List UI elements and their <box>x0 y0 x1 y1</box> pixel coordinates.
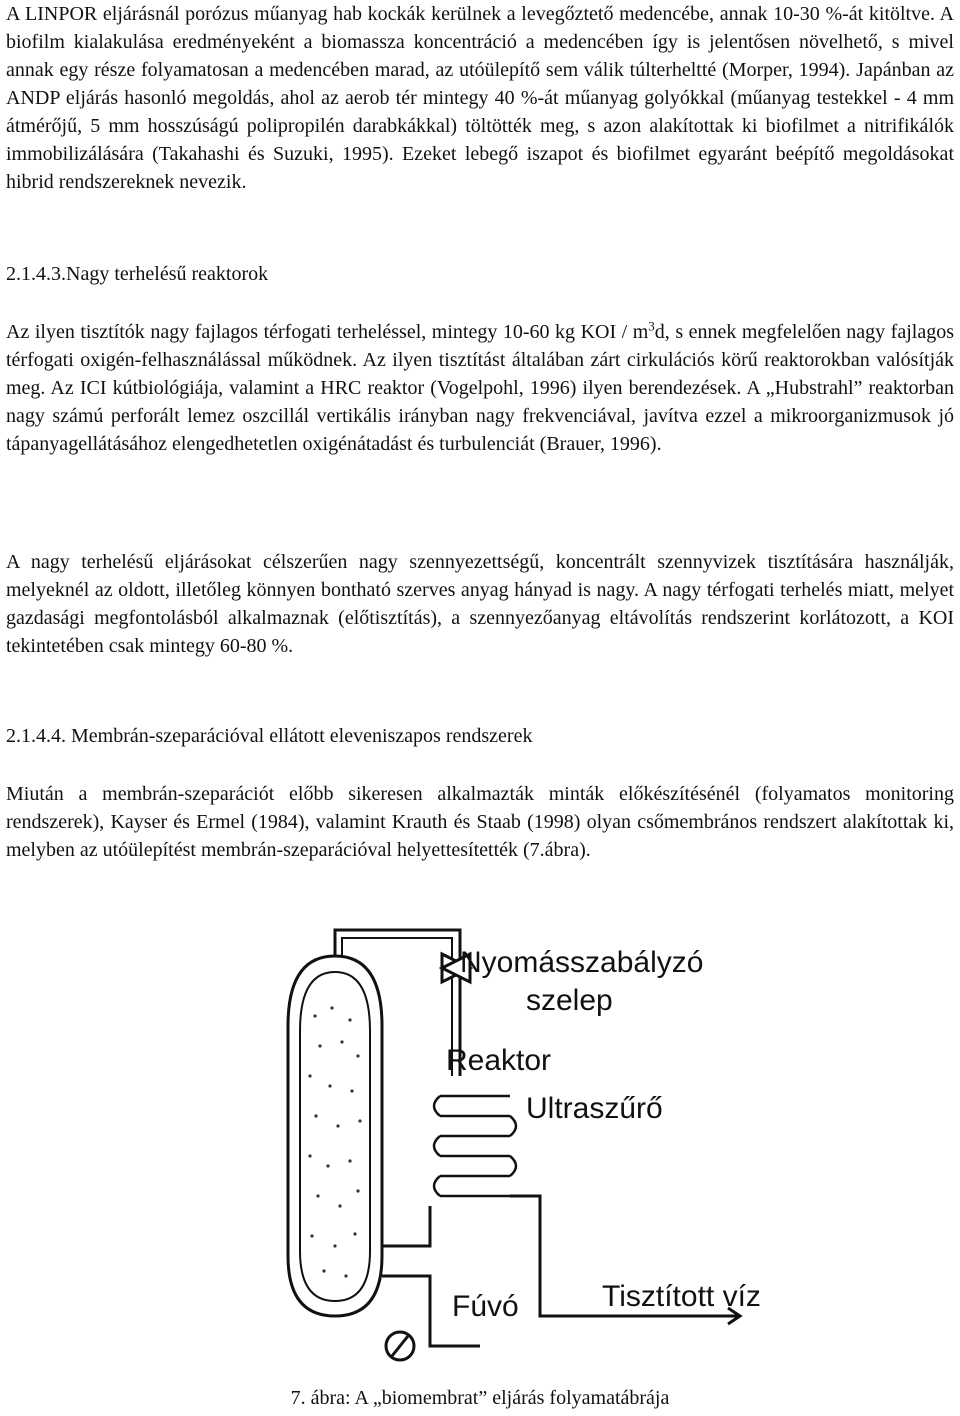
blower-icon <box>386 1332 414 1360</box>
paragraph-high-load-usage: A nagy terhelésű eljárásokat célszerűen nagy szennyezettségű, koncentrált szennyvizek tisztítására használják, melyeknél az oldott, illetőleg könnyen bontható szerves anyag hányad is nagy. A nagy térfogati terhelés miatt, melyet gazdasági megfontolásból alkalmaznak (előtisztítás), a szennyezőanyag eltávolítás rendszerint korlátozott, a KOI tekintetében csak mintegy 60-80 %. <box>6 551 954 657</box>
ultrafilter-module <box>434 1096 516 1196</box>
diagram-svg <box>280 916 960 1384</box>
superscript: 3 <box>648 318 655 334</box>
figure-caption: 7. ábra: A „biomembrat” eljárás folyamatábrája <box>290 1387 670 1409</box>
paragraph-text: Az ilyen tisztítók nagy fajlagos térfogati terheléssel, mintegy 10-60 kg KOI / m <box>6 321 649 343</box>
reactor-biomass-dots <box>308 1006 361 1277</box>
paragraph-membrane: Miután a membrán-szeparációt előbb sikeresen alkalmazták minták előkészítésénél (folyamatos monitoring rendszerek), Kayser és Ermel (1984), valamint Krauth és Staab (1998) olyan csőmembrános rendszert alakítottak ki, melyben az utóülepítést membrán-szeparációval helyettesítették (7.ábra). <box>6 783 954 861</box>
valve-label-line2: szelep <box>526 984 613 1017</box>
reactor-vessel <box>288 956 382 1316</box>
ultrafilter-label: Ultraszűrő <box>526 1092 663 1125</box>
process-flow-diagram <box>280 916 960 1386</box>
reactor-label: Reaktor <box>446 1044 552 1077</box>
section-heading-high-load-reactors: 2.1.4.3.Nagy terhelésű reaktorok <box>6 263 269 285</box>
recirculation-pipe <box>335 930 460 1076</box>
paragraph-text: d, s ennek megfelelően nagy fajlagos térfogati oxigén-felhasználással működnek. Az ilyen tisztítást általában zárt cirkulációs körű reaktorokban valósítják meg. Az ICI kútbiológiája, valamint a HRC reaktor (Vogelpohl, 1996) ilyen berendezések. A „Hubstrahl” reaktorban nagy számú perforált lemez oszcillál vertikális irányban nagy frekvenciával, javítva ezzel a mikroorganizmusok jó tápanyagellátásához elengedhetetlen oxigénátadást és turbulenciát (Brauer, 1996). <box>6 321 954 455</box>
paragraph-linpor: A LINPOR eljárásnál porózus műanyag hab kockák kerülnek a levegőztető medencébe, annak 10-30 %-át kitöltve. A biofilm kialakulása eredményeként a biomassza koncentráció a medencében így is jelentősen növelhető, s mivel annak egy része folyamatosan a medencében marad, az utóülepítő sem válik túlterheltté (Morper, 1994). Japánban az ANDP eljárás hasonló megoldás, ahol az aerob tér mintegy 40 %-át műanyag golyókkal (műanyag testekkel - 4 mm átmérőjű, 5 mm hosszúságú polipropilén darabkákkal) töltötték meg, s azon alakítottak ki biofilmet a nitrifikálók immobilizálására (Takahashi és Suzuki, 1995). Ezeket lebegő iszapot és biofilmet egyaránt beépítő megoldásokat hibrid rendszereknek nevezik. <box>6 3 954 193</box>
blower-label: Fúvó <box>452 1290 519 1323</box>
treated-water-label: Tisztított víz <box>602 1280 761 1313</box>
return-pipe <box>382 1206 480 1346</box>
paragraph-high-load <box>6 318 954 458</box>
section-heading-membrane: 2.1.4.4. Membrán-szeparációval ellátott eleveniszapos rendszerek <box>6 725 533 747</box>
valve-label-line1: Nyomásszabályzó <box>460 946 704 979</box>
